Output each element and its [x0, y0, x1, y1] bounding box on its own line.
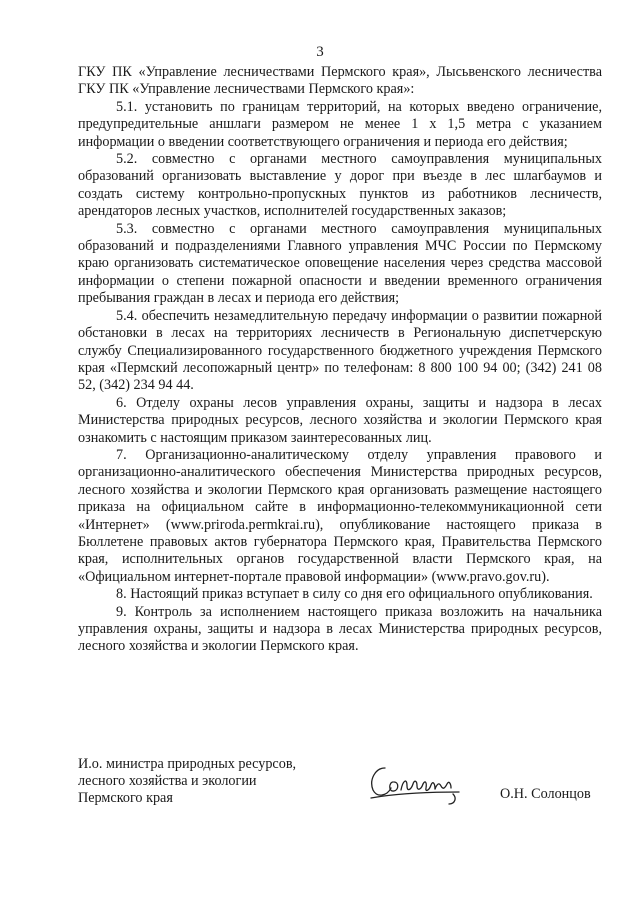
signer-title	[78, 756, 338, 807]
intro-paragraph: ГКУ ПК «Управление лесничествами Пермского края», Лысьвенского лесничества ГКУ ПК «Управление лесничествами Пермского края»:	[78, 64, 602, 98]
clause-9: 9. Контроль за исполнением настоящего приказа возложить на начальника управления охраны, защиты и надзора в лесах Министерства природных ресурсов, лесного хозяйства и экологии Пермского края.	[78, 603, 602, 655]
clause-5-2: 5.2. совместно с органами местного самоуправления муниципальных образований организовать выставление у дорог при въезде в лес шлагбаумов и создать систему контрольно-пропускных пунктов из работников лесничеств, арендаторов лесных участков, исполнителей государственных заказов;	[78, 151, 602, 220]
clause-8: 8. Настоящий приказ вступает в силу со дня его официального опубликования.	[116, 586, 593, 603]
clause-5-4: 5.4. обеспечить незамедлительную передачу информации о развитии пожарной обстановки в лесах на территориях лесничеств в Региональную диспетчерскую службу Специализированного государственного бюджетного учреждения Пермского края «Пермский лесопожарный центр» по телефонам: 8 800 100 94 00; (342) 241 08 52, (342) 234 94 44.	[78, 307, 602, 394]
signer-title-line: Пермского края	[78, 790, 173, 806]
signer-name: О.Н. Солонцов	[500, 786, 591, 802]
document-body	[78, 64, 602, 656]
signer-title-line: И.о. министра природных ресурсов,	[78, 756, 297, 772]
clause-6: 6. Отделу охраны лесов управления охраны, защиты и надзора в лесах Министерства природных ресурсов, лесного хозяйства и экологии Пермского края ознакомить с настоящим приказом заинтересованных лиц.	[78, 394, 602, 446]
signature-block	[78, 756, 602, 816]
clause-5-3: 5.3. совместно с органами местного самоуправления муниципальных образований и подразделениями Главного управления МЧС России по Пермскому краю организовать систематическое оповещение населения через средства массовой информации о степени пожарной опасности и введении временного ограничения пребывания граждан в лесах и периода его действия;	[78, 220, 602, 307]
page-number: 3	[316, 44, 324, 60]
signer-title-line: лесного хозяйства и экологии	[78, 773, 257, 789]
clause-5-1: 5.1. установить по границам территорий, на которых введено ограничение, предупредительные аншлаги размером не менее 1 х 1,5 метра с указанием информации о введении соответствующего ограничения и периода его действия;	[78, 98, 602, 150]
clause-7: 7. Организационно-аналитическому отделу управления правового и организационно-аналитического обеспечения Министерства природных ресурсов, лесного хозяйства и экологии Пермского края организовать размещение настоящего приказа на официальном сайте в информационно-телекоммуникационной сети «Интернет» (www.priroda.permkrai.ru), опубликование настоящего приказа в Бюллетене правовых актов губернатора Пермского края, Правительства Пермского края, исполнительных органов государственной власти Пермского края, на «Официальном интернет-портале правовой информации» (www.pravo.gov.ru).	[78, 446, 602, 585]
handwritten-signature	[363, 758, 483, 808]
